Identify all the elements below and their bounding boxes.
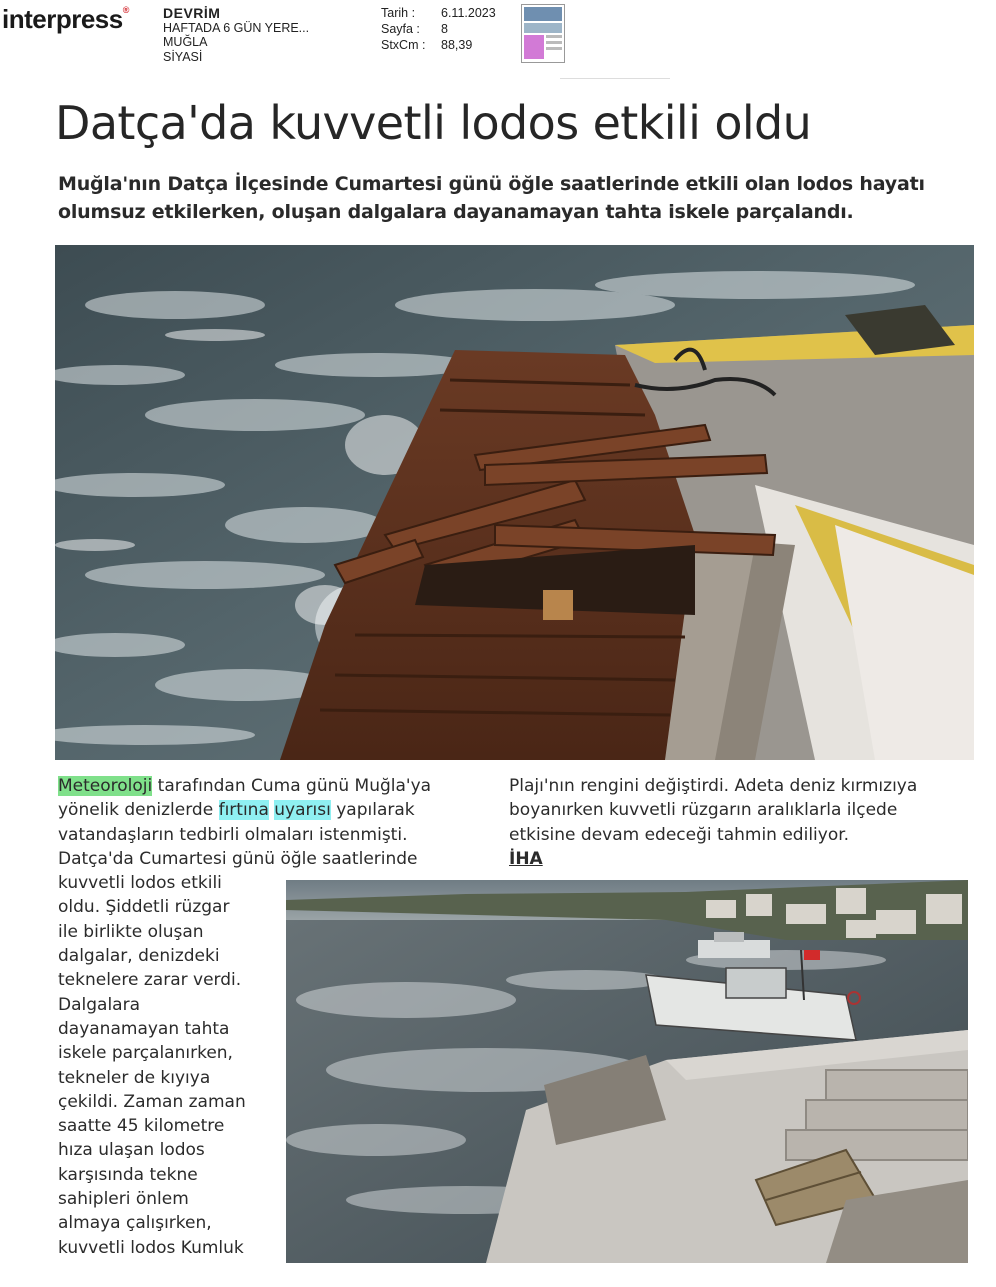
meta-stxcm-value: 88,39 bbox=[441, 38, 473, 52]
publication-name: DEVRİM bbox=[163, 5, 221, 21]
highlight-meteoroloji: Meteoroloji bbox=[58, 776, 153, 796]
body-line: oldu. Şiddetli rüzgar bbox=[58, 897, 230, 918]
body-line: Meteoroloji tarafından Cuma günü Muğla'ya bbox=[58, 776, 432, 796]
body-line: kuvvetli lodos etkili bbox=[58, 873, 222, 894]
body-line: Dalgalara bbox=[58, 994, 140, 1015]
body-line: kuvvetli lodos Kumluk bbox=[58, 1237, 244, 1258]
meta-page-value: 8 bbox=[441, 22, 448, 36]
article-headline: Datça'da kuvvetli lodos etkili oldu bbox=[55, 96, 812, 150]
body-line: Datça'da Cumartesi günü öğle saatlerinde bbox=[58, 848, 418, 869]
header-divider bbox=[560, 78, 670, 79]
meta-date-value: 6.11.2023 bbox=[441, 6, 496, 20]
body-line: etkisine devam edeceği tahmin ediliyor. bbox=[509, 824, 850, 845]
body-line: teknelere zarar verdi. bbox=[58, 970, 242, 991]
body-line: Plajı'nın rengini değiştirdi. Adeta deniz kırmızıya bbox=[509, 776, 918, 796]
harbor-boat-photo bbox=[286, 880, 968, 1263]
body-line: boyanırken kuvvetli rüzgarın aralıklarla ilçede bbox=[509, 800, 898, 821]
body-line: almaya çalışırken, bbox=[58, 1213, 212, 1234]
body-line: dayanamayan tahta bbox=[58, 1018, 230, 1039]
publication-category: SİYASİ bbox=[163, 49, 203, 64]
highlight-firtina: fırtına bbox=[218, 800, 269, 821]
body-line: saatte 45 kilometre bbox=[58, 1116, 225, 1137]
meta-row-stxcm: StxCm : 88,39 bbox=[381, 38, 473, 52]
body-line: sahipleri önlem bbox=[58, 1189, 189, 1210]
body-line: vatandaşların tedbirli olmaları istenmişti. bbox=[58, 824, 408, 845]
article-source: İHA bbox=[509, 848, 543, 869]
publication-region: MUĞLA bbox=[163, 35, 208, 49]
body-line: dalgalar, denizdeki bbox=[58, 946, 220, 967]
article-subhead: Muğla'nın Datça İlçesinde Cumartesi günü öğle saatlerinde etkili olan lodos hayatı olumsuz etkilerken, oluşan dalgalara dayanamayan tahta iskele parçalandı. bbox=[58, 173, 925, 223]
body-line: tekneler de kıyıya bbox=[58, 1067, 211, 1088]
meta-row-page: Sayfa : 8 bbox=[381, 22, 448, 36]
meta-row-date: Tarih : 6.11.2023 bbox=[381, 6, 496, 20]
body-line: yönelik denizlerde fırtına uyarısı yapılarak bbox=[58, 800, 415, 821]
publication-info bbox=[163, 6, 309, 64]
publication-frequency: HAFTADA 6 GÜN YERE... bbox=[163, 20, 310, 35]
body-line: karşısında tekne bbox=[58, 1164, 198, 1185]
highlight-uyarisi: uyarısı bbox=[274, 800, 331, 821]
body-line: hıza ulaşan lodos bbox=[58, 1140, 205, 1161]
clipping-meta bbox=[381, 5, 496, 53]
body-line: ile birlikte oluşan bbox=[58, 921, 204, 942]
body-line: çekildi. Zaman zaman bbox=[58, 1091, 246, 1112]
body-line: iskele parçalanırken, bbox=[58, 1043, 233, 1064]
page-thumbnail[interactable] bbox=[521, 4, 565, 63]
broken-pier-photo bbox=[55, 245, 974, 760]
article-body-right bbox=[509, 774, 917, 871]
interpress-logo: interpress® bbox=[2, 4, 129, 34]
